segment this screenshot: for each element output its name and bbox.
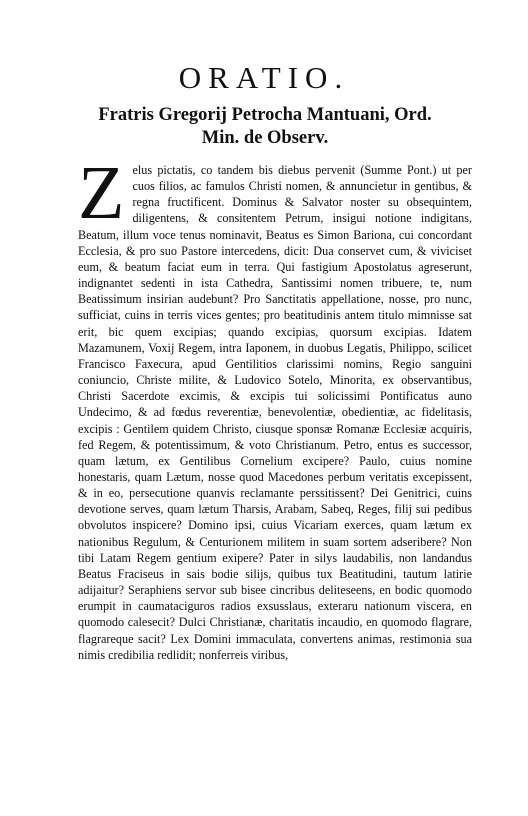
document-title: ORATIO. [178, 60, 350, 95]
document-subtitle: Fratris Gregorij Petrocha Mantuani, Ord. Min. de Observ. [98, 105, 432, 148]
body-text: elus pictatis, co tandem bis diebus pervenit (Summe Pont.) ut per cuos filios, ac famulos Christi nomen, & annuncietur in gentibus, & regna fructificent. Dominus & Salvator noster su obsequintem, diligentens, & consitentem Petrum, insigui notione indigitans, Beatum, illum voce tenus nominavit, Beatus es Simon Bariona, cui concordant Ecclesia, & pro suo Pastore intercedens, dicit: Dua conservet cum, & viviciset eum, & beatum faciat eum in terra. Qui fastigium Apostolatus agreserunt, indignantet sedenti in ista Cathedra, Santissimi nomen tribuere, te, num Beatissimum insirian audebunt? Pro Sanctitatis appellatione, nosse, pro nunc, sufficiat, cuins in terris vices gentes; pro beatitudinis antem titulo mimnisse sat erit, bic quem excipias; quando excipias, quorsum excipias. Idatem Mazamunem, Voxij Regem, intra Iaponem, in duobus Legatis, Philippo, scilicet Francisco Faxecura, apud Gentilitios clarissimi nomins, Regio sanguini coniuncio, Christe milite, & Ludovico Sotelo, Minorita, ex observantibus, Christi Sacerdote excimis, & excipis tui solicissimi Pontificatus auno Undecimo, & ad fœdus reverentiæ, benevolentiæ, obedientiæ, ac fidelitasis, excipis : Gentilem quidem Christo, ciusque sponsæ Romanæ Ecclesiæ acquiris, fed Regem, & potentissimum, & voto Christianum. Petro, entus es successor, quam lætum, ex Gentilibus Cornelium excipere? Paulo, cuius nomine honestaris, quam Lætum, nosse quod Macedones perbum veritatis excepissent, & in eo, persecutione quanvis reclamante perssitissent? Dei Genitrici, cuins devotione serves, quam lætum Tharsis, Arabam, Sabeq, Reges, filij sui pedibus obvolutos inspicere? Domino ipsi, cuius Vicariam exerces, quam lætum ex nationibus Regulum, & Centurionem militem in suam sortem adseribere? Non tibi Latam Regem gentium exipere? Pater in silys laudabilis, non landandus Beatus Fraciseus in sais bodie silijs, quibus tux Beatitudini, tautum latirie adijaitur? Seraphiens servor sub bisee cincribus deliteseens, en bodic quomodo erumpit in caumataciguros radios exsusslaus, exteraru nationum viscera, en quomodo calesecit? Dulci Christianæ, charitatis incaudio, en quomodo flagrare, flagrareque sacit? Lex Domini immaculata, convertens animas, restimonia sua nimis credibilia redlidit; nonferreis viribus, [78, 163, 472, 662]
body-paragraph [78, 151, 472, 663]
drop-cap: Z [78, 151, 125, 235]
